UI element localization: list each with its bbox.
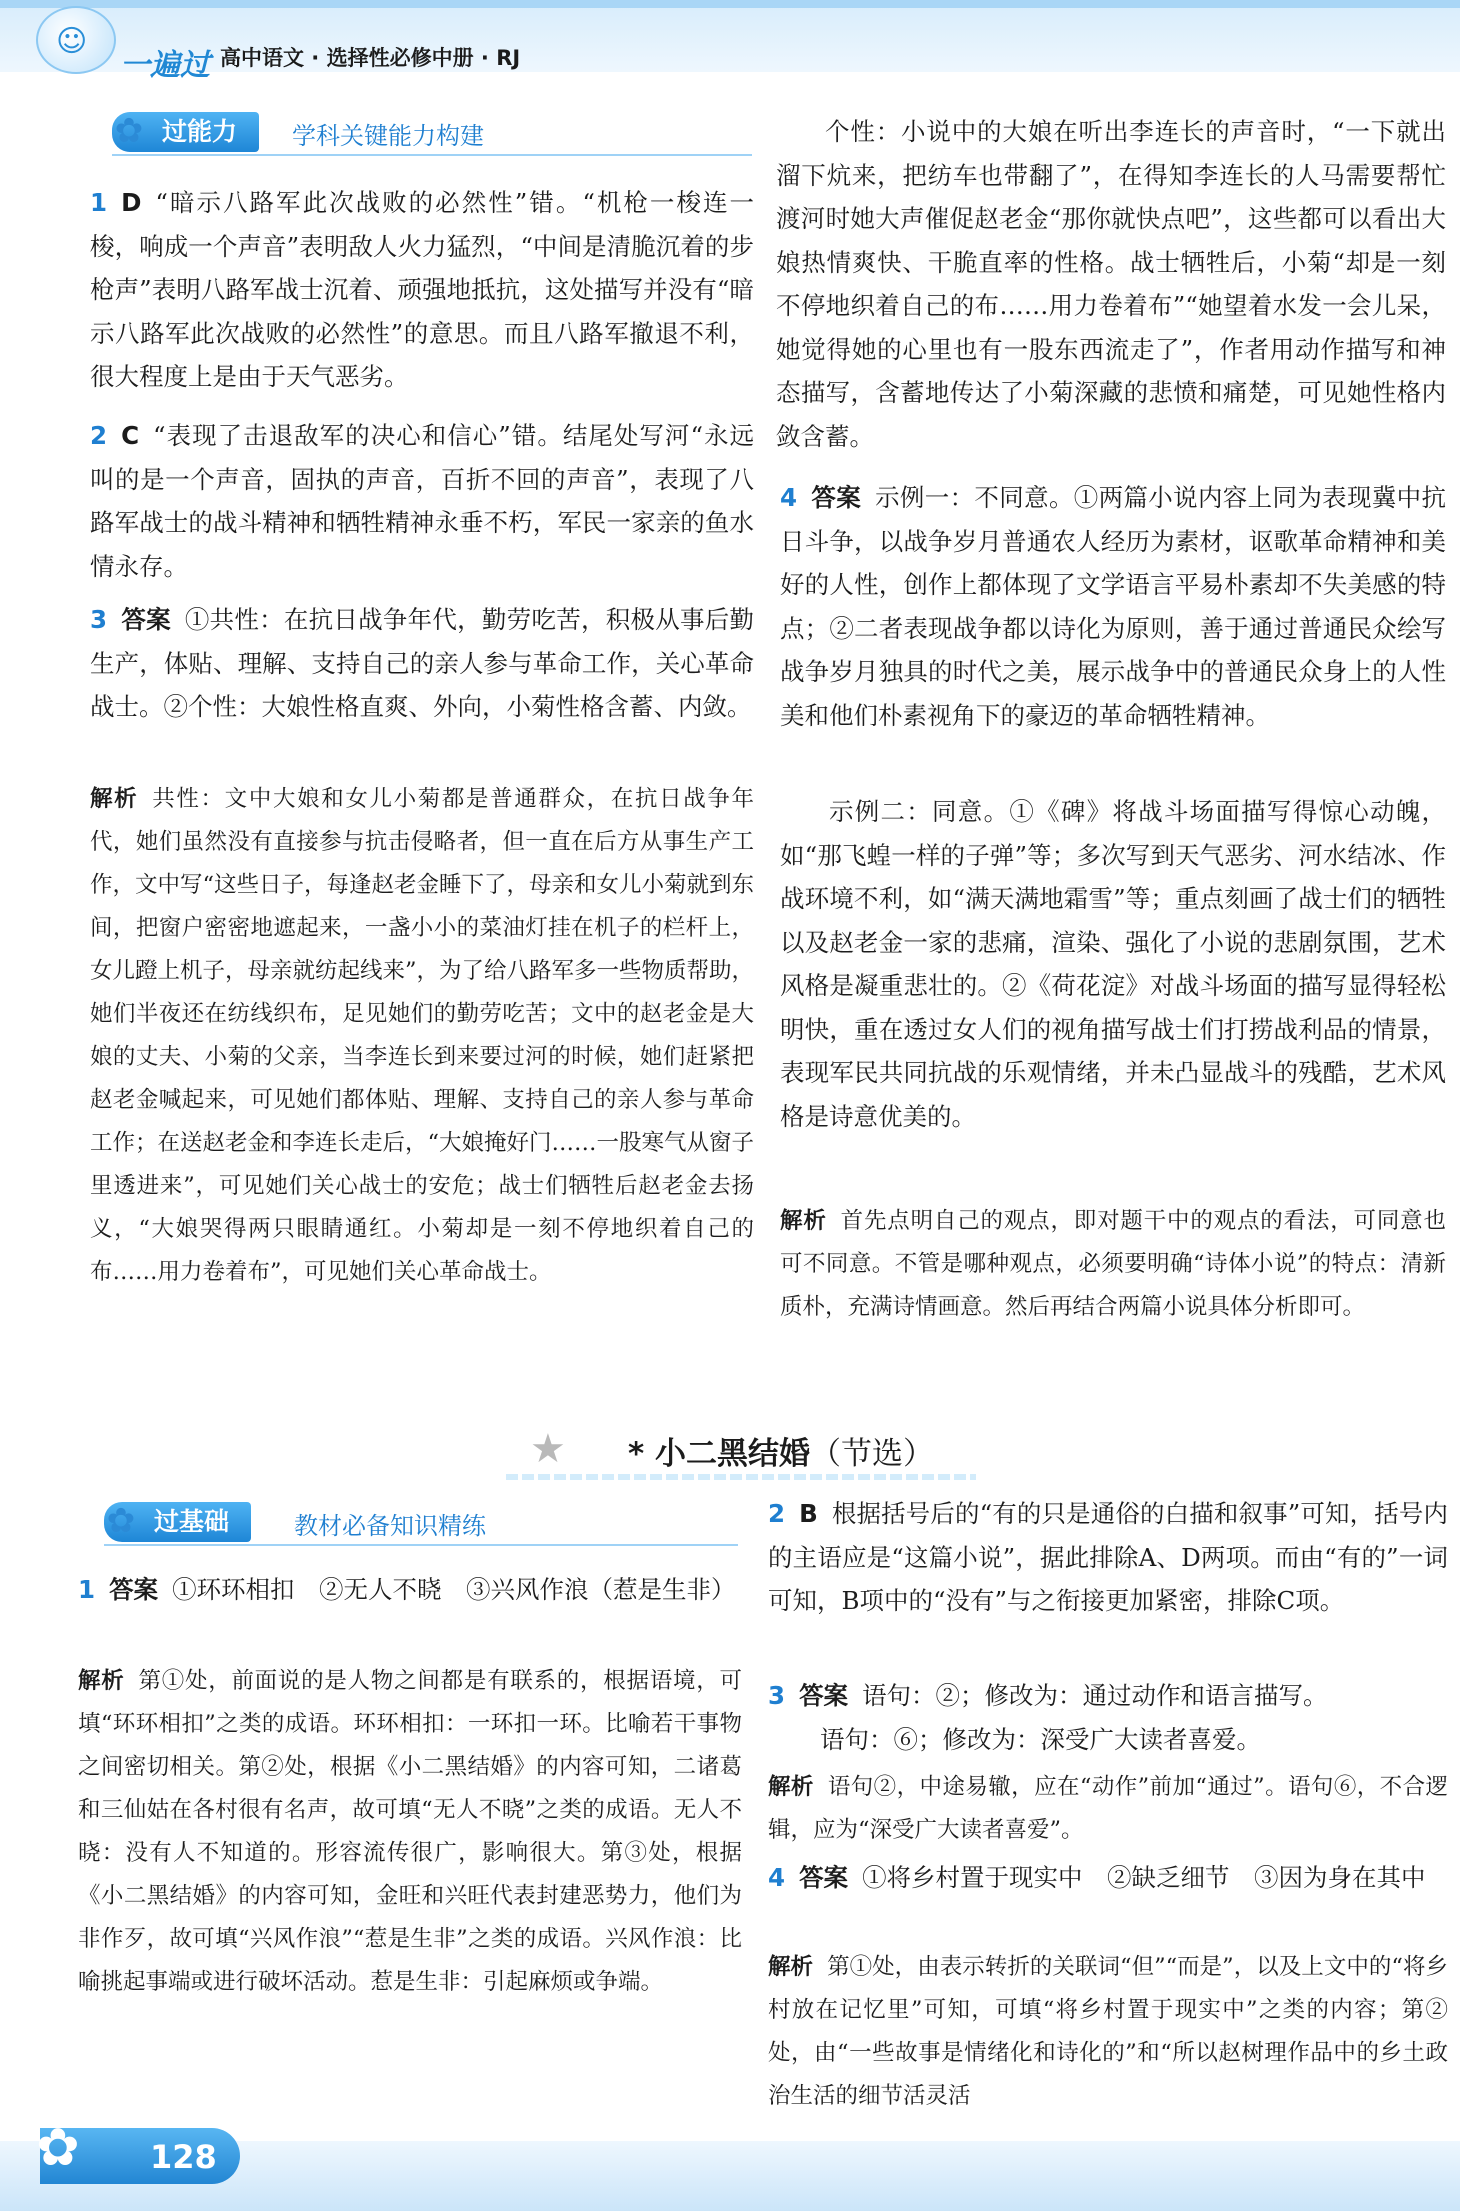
question-number: 2 [768, 1499, 786, 1528]
header-stripe [0, 0, 1460, 8]
analysis-text: 首先点明自己的观点，即对题干中的观点的看法，可同意也可不同意。不管是哪种观点，必须要明确“诗体小说”的特点：清新质朴，充满诗情画意。然后再结合两篇小说具体分析即可。 [780, 1208, 1446, 1320]
analysis-label: 解析 [768, 1954, 814, 1980]
answer-label: 答案 [811, 483, 862, 512]
answer-text: ①共性：在抗日战争年代，勤劳吃苦，积极从事后勤生产，体贴、理解、支持自己的亲人参与革命工作，关心革命战士。②个性：大娘性格直爽、外向，小菊性格含蓄、内敛。 [90, 605, 755, 721]
lesson-divider [506, 1474, 976, 1480]
answer-text: “表现了击退敌军的决心和信心”错。结尾处写河“永远叫的是一个声音，固执的声音，百折不回的声音”，表现了八路军战士的战斗精神和牺牲精神永垂不朽，军民一家亲的鱼水情永存。 [90, 421, 754, 581]
star-icon: ★ [530, 1426, 566, 1472]
mascot-icon: ✿ [106, 1501, 136, 1541]
question-number: 3 [90, 605, 108, 634]
answer-2-q1 [78, 1568, 742, 1612]
analysis-label: 解析 [768, 1774, 814, 1800]
answer-label: 答案 [799, 1863, 849, 1892]
section-badge-label: 过基础 [154, 1507, 230, 1536]
answer-text: ①将乡村置于现实中 ②缺乏细节 ③因为身在其中 [862, 1863, 1426, 1892]
answer-q3-continued: 个性：小说中的大娘在听出李连长的声音时，“一下就出溜下炕来，把纺车也带翻了”，在得知李连长的人马需要帮忙渡河时她大声催促赵老金“那你就快点吧”，这些都可以看出大娘热情爽快、干脆直率的性格。战士牺牲后，小菊“却是一刻不停地织着自己的布……用力卷着布”“她望着水发一会儿呆，她觉得她的心里也有一股东西流走了”，作者用动作描写和神态描写，含蓄地传达了小菊深藏的悲愤和痛楚，可见她性格内敛含蓄。 [776, 117, 1446, 451]
question-number: 4 [768, 1863, 786, 1892]
section-guonengli [112, 112, 752, 156]
section-badge [112, 112, 259, 152]
section-badge-label: 过能力 [162, 117, 238, 146]
lesson-star-mark: * [628, 1436, 645, 1472]
analysis-text: 语句②，中途易辙，应在“动作”前加“通过”。语句⑥，不合逻辑，应为“深受广大读者喜爱”。 [768, 1774, 1448, 1843]
analysis-2-q3 [768, 1766, 1448, 1852]
section-badge [104, 1502, 251, 1542]
answer-text: ①环环相扣 ②无人不晓 ③兴风作浪（惹是生非） [172, 1575, 736, 1604]
section-subtitle: 教材必备知识精练 [294, 1512, 486, 1540]
answer-2-q3-line2: 语句：⑥；修改为：深受广大读者喜爱。 [820, 1725, 1261, 1754]
answer-label: 答案 [121, 605, 171, 634]
answer-q2 [90, 414, 754, 588]
answer-q1 [90, 181, 754, 399]
answer-option: D [121, 188, 142, 217]
answer-line: 语句：②；修改为：通过动作和语言描写。 [862, 1681, 1328, 1710]
analysis-text: 共性：文中大娘和女儿小菊都是普通群众，在抗日战争年代，她们虽然没有直接参与抗击侵略者，但一直在后方从事生产工作，文中写“这些日子，每逢赵老金睡下了，母亲和女儿小菊就到东间，把窗户密密地遮起来，一盏小小的菜油灯挂在机子的栏杆上，女儿蹬上机子，母亲就纺起线来”，为了给八路军多一些物质帮助，她们半夜还在纺线织布，足见她们的勤劳吃苦；文中的赵老金是大娘的丈夫、小菊的父亲，当李连长到来要过河的时候，她们赶紧把赵老金喊起来，可见她们都体贴、理解、支持自己的亲人参与革命工作；在送赵老金和李连长走后，“大娘掩好门……一股寒气从窗子里透进来”，可见她们关心战士的安危；战士们牺牲后赵老金去扬义，“大娘哭得两只眼睛通红。小菊却是一刻不停地织着自己的布……用力卷着布”，可见她们关心革命战士。 [90, 786, 755, 1285]
answer-2-q3 [768, 1674, 1448, 1718]
question-number: 4 [780, 483, 798, 512]
mascot-icon: ✿ [114, 111, 144, 151]
analysis-text: 第①处，由表示转折的关联词“但”“而是”，以及上文中的“将乡村放在记忆里”可知，可填“将乡村置于现实中”之类的内容；第②处，由“一些故事是情绪化和诗化的”和“所以赵树理作品中的乡土政治生活的细节活灵活 [768, 1954, 1448, 2109]
answer-2-q4 [768, 1856, 1448, 1900]
answer-text: 示例一：不同意。①两篇小说内容上同为表现冀中抗日斗争，以战争岁月普通农人经历为素材，讴歌革命精神和美好的人性，创作上都体现了文学语言平易朴素却不失美感的特点；②二者表现战争都以诗化为原则，善于通过普通民众绘写战争岁月独具的时代之美，展示战争中的普通民众身上的人性美和他们朴素视角下的豪迈的革命牺牲精神。 [780, 483, 1447, 730]
analysis-label: 解析 [90, 786, 139, 812]
analysis-label: 解析 [780, 1208, 827, 1234]
analysis-q4 [780, 1200, 1446, 1329]
analysis-2-q1 [78, 1660, 742, 2004]
analysis-q3 [90, 778, 754, 1294]
book-title: 高中语文 · 选择性必修中册 · RJ [220, 46, 521, 70]
section-underline [112, 154, 752, 156]
answer-q3 [90, 598, 754, 729]
mascot-logo [36, 6, 116, 74]
answer-option: C [121, 421, 140, 450]
answer-text: 根据括号后的“有的只是通俗的白描和叙事”可知，括号内的主语应是“这篇小说”，据此排除A、D两项。而由“有的”一词可知，B项中的“没有”与之衔接更加紧密，排除C项。 [768, 1499, 1448, 1615]
section-underline [104, 1544, 738, 1546]
question-number: 2 [90, 421, 108, 450]
analysis-2-q4 [768, 1946, 1448, 2118]
analysis-text: 第①处，前面说的是人物之间都是有联系的，根据语境，可填“环环相扣”之类的成语。环环相扣：一环扣一环。比喻若干事物之间密切相关。第②处，根据《小二黑结婚》的内容可知，二诸葛和三仙姑在各村很有名声，故可填“无人不晓”之类的成语。无人不晓：没有人不知道的。形容流传很广，影响很大。第③处，根据《小二黑结婚》的内容可知，金旺和兴旺代表封建恶势力，他们为非作歹，故可填“兴风作浪”“惹是生非”之类的成语。兴风作浪：比喻挑起事端或进行破坏活动。惹是生非：引起麻烦或争端。 [78, 1668, 742, 1995]
analysis-label: 解析 [78, 1668, 125, 1694]
section-subtitle: 学科关键能力构建 [292, 122, 484, 150]
answer-2-q2 [768, 1492, 1448, 1623]
answer-option: B [799, 1499, 818, 1528]
lesson-title-text [628, 1428, 934, 1473]
lesson-title [530, 1420, 1030, 1480]
mascot-icon: ✿ [36, 2118, 80, 2178]
lesson-name: 小二黑结婚 [655, 1436, 811, 1472]
mascot-icon: ☺ [56, 24, 88, 59]
section-guojichu [104, 1502, 738, 1546]
answer-text: “暗示八路军此次战败的必然性”错。“机枪一梭连一梭，响成一个声音”表明敌人火力猛烈，“中间是清脆沉着的步枪声”表明八路军战士沉着、顽强地抵抗，这处描写并没有“暗示八路军此次战败的必然性”的意思。而且八路军撤退不利，很大程度上是由于天气恶劣。 [90, 188, 754, 391]
brand-name: 一遍过 [120, 48, 210, 83]
question-number: 1 [78, 1575, 96, 1604]
answer-q4-example2: 示例二：同意。①《碑》将战斗场面描写得惊心动魄，如“那飞蝗一样的子弹”等；多次写到天气恶劣、河水结冰、作战环境不利，如“满天满地霜雪”等；重点刻画了战士们的牺牲以及赵老金一家的悲痛，渲染、强化了小说的悲剧氛围，艺术风格是凝重悲壮的。②《荷花淀》对战斗场面的描写显得轻松明快，重在透过女人们的视角描写战士们打捞战利品的情景，表现军民共同抗战的乐观情绪，并未凸显战斗的残酷，艺术风格是诗意优美的。 [780, 797, 1446, 1131]
question-number: 3 [768, 1681, 786, 1710]
lesson-subtitle: （节选） [810, 1436, 935, 1472]
answer-label: 答案 [799, 1681, 849, 1710]
page-number: 128 [150, 2138, 217, 2176]
header-band [0, 0, 1460, 72]
question-number: 1 [90, 188, 108, 217]
answer-label: 答案 [109, 1575, 159, 1604]
answer-q4 [780, 476, 1446, 737]
